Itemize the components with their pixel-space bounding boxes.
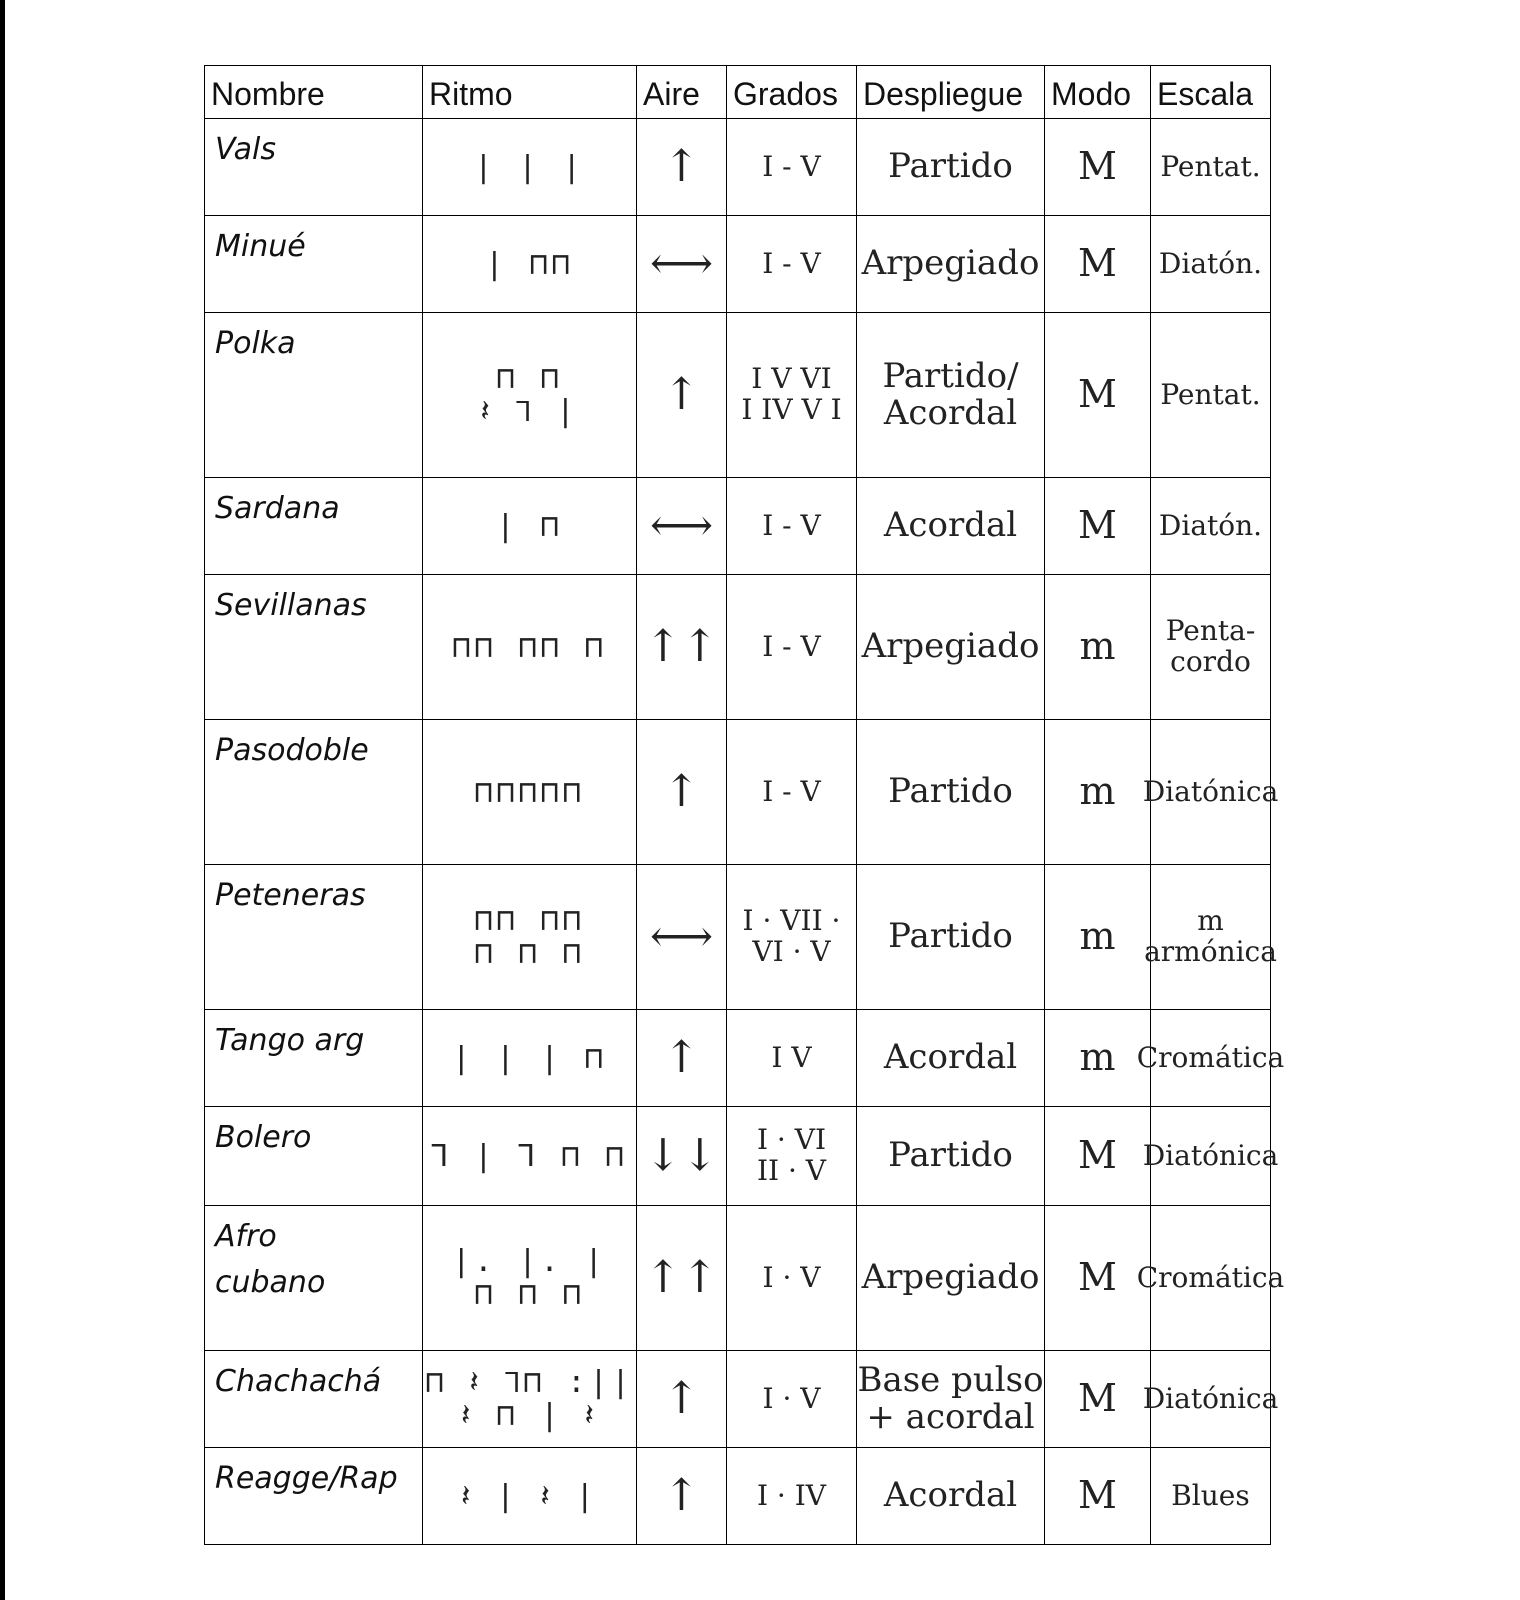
cell-despliegue [857, 478, 1045, 575]
cell-aire [637, 478, 727, 575]
cell-modo-text: M [1078, 503, 1117, 548]
cell-ritmo-text: |. |. | ⊓ ⊓ ⊓ [452, 1244, 607, 1312]
header-ritmo: Ritmo [423, 66, 637, 119]
cell-despliegue [857, 313, 1045, 478]
cell-ritmo-text: ⅂ | ⅂ ⊓ ⊓ [431, 1138, 628, 1174]
cell-aire [637, 119, 727, 216]
cell-aire [637, 1206, 727, 1351]
table-row [205, 1010, 1271, 1107]
cell-ritmo-text: | | | ⊓ [452, 1040, 607, 1076]
cell-aire-text: ↑↑ [644, 620, 719, 672]
cell-despliegue-text: Partido [888, 146, 1013, 187]
cell-ritmo [423, 575, 637, 720]
cell-ritmo [423, 865, 637, 1010]
cell-grados [727, 865, 857, 1010]
page-left-border [0, 0, 5, 1600]
cell-modo-text: M [1078, 144, 1117, 189]
cell-modo [1045, 1010, 1151, 1107]
table-row [205, 1206, 1271, 1351]
cell-nombre-text: Sevillanas [215, 588, 367, 623]
cell-escala [1142, 720, 1279, 865]
cell-ritmo-text: 𝄽 | 𝄽 | [461, 1478, 598, 1514]
table-row [205, 1107, 1271, 1206]
table-row [205, 1351, 1271, 1448]
cell-grados [727, 720, 857, 865]
cell-despliegue [857, 1107, 1045, 1206]
music-styles-table [204, 65, 1285, 1545]
cell-nombre-text: Bolero [215, 1120, 312, 1155]
cell-escala [1151, 216, 1271, 313]
cell-escala-text: Pentat. [1160, 149, 1261, 183]
cell-ritmo [423, 216, 637, 313]
cell-nombre [205, 478, 423, 575]
table-row [205, 865, 1271, 1010]
cell-modo [1045, 313, 1151, 478]
cell-ritmo-text: ⊓⊓ ⊓⊓ ⊓ ⊓ ⊓ [474, 903, 585, 971]
cell-ritmo [423, 478, 637, 575]
header-aire: Aire [637, 66, 727, 119]
cell-modo-text: M [1078, 241, 1117, 286]
cell-aire-text: ↑ [663, 1031, 700, 1083]
cell-nombre [205, 1351, 423, 1448]
cell-escala-text: Diatónica [1142, 1138, 1279, 1172]
cell-ritmo-text: ⊓ ⊓ 𝄽 ⅂ | [480, 361, 579, 429]
cell-escala-text: Cromática [1136, 1260, 1285, 1294]
cell-ritmo [423, 1206, 637, 1351]
cell-grados [727, 1351, 857, 1448]
cell-ritmo [423, 1107, 637, 1206]
cell-modo-text: M [1078, 1473, 1117, 1518]
cell-ritmo [423, 720, 637, 865]
cell-nombre [205, 1010, 423, 1107]
cell-aire [637, 313, 727, 478]
cell-aire-text: ⟷ [649, 910, 714, 962]
cell-escala-text: Blues [1171, 1478, 1250, 1512]
cell-modo-text: m [1079, 914, 1116, 959]
cell-modo-text: M [1078, 1133, 1117, 1178]
cell-grados-text: I · VI II · V [756, 1123, 827, 1187]
cell-aire-text: ↓↓ [644, 1129, 719, 1181]
cell-aire-text: ⟷ [649, 499, 714, 551]
cell-despliegue [857, 216, 1045, 313]
cell-modo [1045, 216, 1151, 313]
cell-escala [1151, 119, 1271, 216]
header-grados: Grados [727, 66, 857, 119]
cell-grados [727, 119, 857, 216]
cell-grados-text: I - V [762, 774, 821, 808]
cell-grados [727, 478, 857, 575]
table-row [205, 216, 1271, 313]
cell-nombre-text: Pasodoble [215, 733, 369, 768]
cell-escala-text: Diatón. [1158, 508, 1263, 542]
cell-grados [727, 1010, 857, 1107]
cell-nombre [205, 216, 423, 313]
cell-nombre-text: Tango arg [215, 1023, 365, 1058]
cell-ritmo-text: ⊓⊓ ⊓⊓ ⊓ [452, 629, 607, 665]
cell-despliegue-text: Acordal [883, 505, 1018, 546]
cell-aire [637, 575, 727, 720]
table-row [205, 1448, 1271, 1545]
cell-nombre [205, 313, 423, 478]
cell-modo [1045, 119, 1151, 216]
cell-nombre-text: Afro cubano [215, 1219, 326, 1300]
cell-aire-text: ↑ [663, 1469, 700, 1521]
header-despliegue: Despliegue [857, 66, 1045, 119]
cell-escala-text: Diatónica [1142, 1381, 1279, 1415]
cell-grados-text: I V VI I IV V I [741, 362, 842, 426]
cell-nombre [205, 1107, 423, 1206]
table-row [205, 313, 1271, 478]
cell-ritmo-text: | | | [474, 149, 585, 185]
cell-grados-text: I - V [762, 149, 821, 183]
cell-modo [1045, 865, 1151, 1010]
cell-aire [637, 720, 727, 865]
cell-escala-text: Diatónica [1142, 774, 1279, 808]
table-row [205, 575, 1271, 720]
cell-ritmo [423, 119, 637, 216]
cell-despliegue-text: Base pulso + acordal [857, 1359, 1044, 1437]
cell-ritmo [423, 1010, 637, 1107]
cell-aire [637, 1351, 727, 1448]
header-escala: Escala [1151, 66, 1271, 119]
header-modo: Modo [1045, 66, 1151, 119]
cell-aire [637, 1107, 727, 1206]
cell-nombre-text: Polka [215, 326, 296, 361]
cell-escala-text: Diatón. [1158, 246, 1263, 280]
cell-ritmo-text: | ⊓ [496, 508, 563, 544]
cell-despliegue-text: Arpegiado [861, 626, 1040, 667]
cell-modo-text: m [1079, 1035, 1116, 1080]
cell-aire [637, 1448, 727, 1545]
cell-escala [1144, 865, 1277, 1010]
cell-despliegue [857, 1351, 1045, 1448]
cell-escala [1142, 1107, 1279, 1206]
cell-escala [1136, 1206, 1285, 1351]
cell-despliegue [857, 575, 1045, 720]
cell-aire-text: ↑↑ [644, 1251, 719, 1303]
cell-grados-text: I · VII · VI · V [742, 904, 841, 968]
cell-grados [727, 575, 857, 720]
cell-aire-text: ↑ [663, 140, 700, 192]
cell-despliegue-text: Partido [888, 771, 1013, 812]
cell-grados [727, 216, 857, 313]
cell-grados-text: I · IV [756, 1478, 827, 1512]
cell-escala-text: Cromática [1136, 1040, 1285, 1074]
cell-grados-text: I V [771, 1040, 812, 1074]
cell-nombre [205, 865, 423, 1010]
cell-modo [1045, 720, 1151, 865]
cell-despliegue-text: Arpegiado [861, 243, 1040, 284]
cell-escala-text: m armónica [1144, 904, 1277, 968]
cell-grados [727, 1206, 857, 1351]
cell-despliegue-text: Partido [888, 916, 1013, 957]
cell-modo [1045, 1351, 1151, 1448]
cell-aire [637, 216, 727, 313]
cell-nombre [205, 575, 423, 720]
cell-nombre-text: Chachachá [215, 1364, 382, 1399]
cell-escala [1151, 1448, 1271, 1545]
cell-grados [727, 1107, 857, 1206]
cell-aire-text: ⟷ [649, 237, 714, 289]
cell-nombre-text: Minué [215, 229, 306, 264]
cell-despliegue-text: Acordal [883, 1037, 1018, 1078]
cell-despliegue [857, 1010, 1045, 1107]
cell-modo [1045, 1206, 1151, 1351]
cell-ritmo-text: ⊓ 𝄽 ⅂⊓ :|| 𝄽 ⊓ | 𝄽 [425, 1365, 634, 1433]
cell-nombre-text: Vals [215, 132, 276, 167]
cell-grados-text: I · V [762, 1381, 821, 1415]
cell-aire [637, 865, 727, 1010]
cell-despliegue [857, 720, 1045, 865]
header-row [205, 66, 1271, 119]
cell-ritmo [423, 1448, 637, 1545]
cell-modo-text: M [1078, 1376, 1117, 1421]
cell-aire [637, 1010, 727, 1107]
table-row [205, 478, 1271, 575]
cell-nombre [205, 1448, 423, 1545]
cell-ritmo-text: | ⊓⊓ [485, 246, 574, 282]
cell-escala-text: Pentat. [1160, 377, 1261, 411]
cell-ritmo [423, 313, 637, 478]
table-row [205, 119, 1271, 216]
cell-nombre [205, 720, 423, 865]
cell-nombre-text: Sardana [215, 491, 340, 526]
table-row [205, 720, 1271, 865]
cell-ritmo [423, 1351, 637, 1448]
cell-despliegue [857, 865, 1045, 1010]
cell-escala [1151, 313, 1271, 478]
cell-grados-text: I - V [762, 508, 821, 542]
cell-modo [1045, 1448, 1151, 1545]
cell-nombre [205, 119, 423, 216]
cell-grados [727, 313, 857, 478]
cell-escala [1142, 1351, 1279, 1448]
cell-despliegue-text: Arpegiado [861, 1257, 1040, 1298]
cell-modo-text: m [1079, 769, 1116, 814]
cell-despliegue-text: Partido [888, 1135, 1013, 1176]
cell-grados-text: I - V [762, 246, 821, 280]
cell-escala [1151, 478, 1271, 575]
cell-despliegue-text: Partido/ Acordal [882, 355, 1019, 433]
cell-escala [1136, 1010, 1285, 1107]
cell-modo-text: m [1079, 624, 1116, 669]
cell-modo-text: M [1078, 372, 1117, 417]
cell-aire-text: ↑ [663, 765, 700, 817]
cell-escala [1151, 575, 1271, 720]
cell-nombre-text: Peteneras [215, 878, 366, 913]
cell-ritmo-text: ⊓⊓⊓⊓⊓ [474, 774, 585, 810]
cell-escala-text: Penta- cordo [1165, 614, 1256, 678]
cell-despliegue [857, 1206, 1045, 1351]
cell-modo [1045, 1107, 1151, 1206]
cell-grados [727, 1448, 857, 1545]
cell-nombre [205, 1206, 423, 1351]
cell-despliegue [857, 1448, 1045, 1545]
header-nombre: Nombre [205, 66, 423, 119]
cell-aire-text: ↑ [663, 368, 700, 420]
cell-modo [1045, 575, 1151, 720]
cell-despliegue [857, 119, 1045, 216]
cell-modo-text: M [1078, 1255, 1117, 1300]
cell-despliegue-text: Acordal [883, 1475, 1018, 1516]
cell-grados-text: I · V [762, 1260, 821, 1294]
cell-nombre-text: Reagge/Rap [215, 1461, 398, 1496]
cell-aire-text: ↑ [663, 1372, 700, 1424]
cell-modo [1045, 478, 1151, 575]
cell-grados-text: I - V [762, 629, 821, 663]
